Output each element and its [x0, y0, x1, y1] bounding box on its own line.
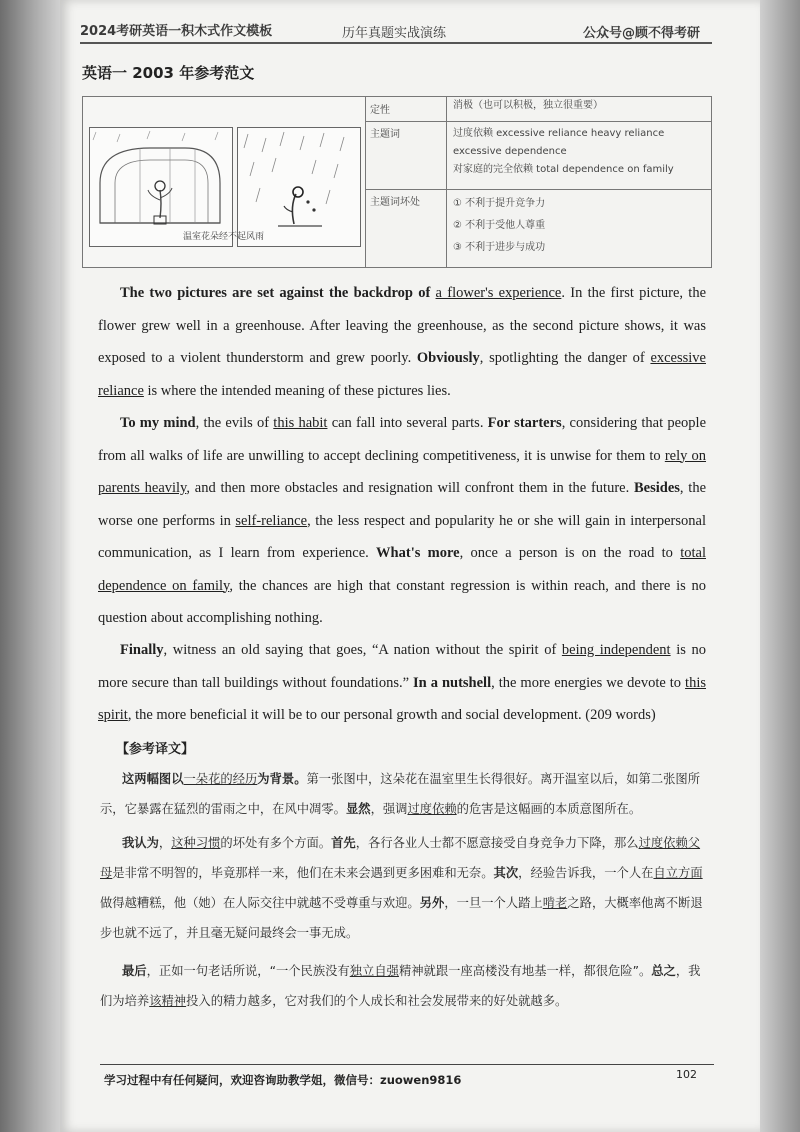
bold-phrase: For starters: [487, 415, 562, 431]
underlined-phrase: 这种习惯: [171, 836, 221, 850]
value-line: 消极（也可以积极，独立很重要）: [453, 100, 603, 111]
bold-phrase: 另外: [419, 896, 445, 910]
underlined-phrase: this spirit: [98, 674, 706, 723]
text-span: 的坏处有多个方面。: [220, 836, 332, 850]
underlined-phrase: 一朵花的经历: [183, 772, 258, 786]
underlined-phrase: 独立自强: [349, 964, 399, 978]
value-line: 过度依赖 excessive reliance heavy reliance excessive dependence: [453, 128, 665, 157]
bold-phrase: To my mind: [120, 415, 196, 431]
bold-phrase: Besides: [633, 480, 680, 496]
text-span: can fall into several parts.: [327, 415, 488, 431]
bold-phrase: 这两幅图以: [122, 772, 184, 786]
translation-paragraph-2: [100, 828, 708, 948]
bold-phrase: The two pictures are set against the backdrop of: [120, 285, 431, 301]
essay-paragraph-3: [98, 634, 706, 732]
text-span: , and then more obstacles and resignation will confront them in the future.: [186, 480, 634, 496]
text-span: , witness an old saying that goes, “A nation without the spirit of: [163, 642, 562, 658]
underlined-phrase: this habit: [273, 415, 328, 431]
text-span: . In the first picture, the flower grew well in a greenhouse. After leaving the greenhouse, as the second picture shows, it was exposed to a violent thunderstorm and grew poorly.: [98, 285, 707, 366]
underlined-phrase: a flower's experience: [435, 285, 562, 301]
bold-phrase: Obviously: [416, 350, 480, 366]
text-span: 精神就跟一座高楼没有地基一样，都很危险”。: [398, 964, 652, 978]
underlined-phrase: rely on parents heavily: [98, 447, 707, 496]
translation-paragraph-3: [100, 956, 708, 1016]
text-span: 之路，大概率他离不断退步也就不远了，并且毫无疑问最终会一事无成。: [100, 896, 703, 940]
bold-phrase: Finally: [120, 642, 164, 658]
header-chapter: 历年真题实战演练: [342, 26, 447, 41]
text-span: ，各行各业人士都不愿意接受自身竞争力下降，那么: [355, 836, 639, 850]
table-row-nature: [366, 97, 711, 122]
text-span: 第一张图中，这朵花在温室里生长得很好。离开温室以后，如第二张图所示，它暴露在猛烈的雷雨之中，在风中凋零。: [100, 772, 701, 816]
text-span: , once a person is on the road to: [459, 545, 681, 561]
bold-phrase: 其次: [493, 866, 519, 880]
underlined-phrase: excessive reliance: [98, 350, 706, 399]
bold-phrase: 最后: [122, 964, 147, 978]
text-span: is where the intended meaning of these pictures lies.: [143, 382, 451, 399]
text-span: , the chances are high that constant regression is within reach, and there is no question about accomplishing nothing.: [98, 577, 707, 626]
text-span: ，我们为培养: [100, 964, 701, 1008]
bold-phrase: 我认为: [122, 836, 159, 850]
underlined-phrase: 自立方面: [653, 866, 703, 880]
text-span: , the more beneficial it will be to our personal growth and social development. (209 words): [127, 707, 656, 723]
footer-rule: [100, 1064, 714, 1065]
underlined-phrase: 过度依赖: [407, 802, 457, 816]
page-number: 102: [676, 1068, 697, 1081]
row-value: [446, 97, 708, 121]
cartoon-illustration: [83, 97, 366, 267]
translation-paragraph-1: [100, 764, 708, 824]
text-span: ，强调: [370, 802, 408, 816]
value-line: ③ 不利于进步与成功: [453, 242, 546, 253]
underlined-phrase: 过度依赖父母: [100, 836, 701, 880]
header-book-title: 2024考研英语一积木式作文模板: [80, 24, 273, 39]
row-value: [446, 189, 708, 267]
translation-title: 【参考译文】: [116, 742, 195, 757]
page-edge: [760, 0, 800, 1132]
table-row-theme-words: [366, 121, 711, 190]
text-span: , the less respect and popularity he or she will gain in interpersonal communication, as I learn from experience.: [98, 512, 706, 561]
text-span: 的危害是这幅画的本质意图所在。: [456, 802, 642, 816]
underlined-phrase: 该精神: [149, 994, 187, 1008]
bold-phrase: 为背景。: [257, 772, 307, 786]
text-span: , the worse one performs in: [98, 480, 707, 529]
header-rule: [80, 42, 712, 44]
bold-phrase: 首先: [331, 836, 356, 850]
essay-paragraph-2: [98, 407, 706, 635]
text-span: , spotlighting the danger of: [479, 350, 651, 366]
illustration-caption: 温室花朵经不起风雨: [183, 232, 265, 242]
underlined-phrase: being independent: [561, 642, 671, 658]
table-row-drawbacks: [366, 189, 711, 267]
footer-contact-note: 学习过程中有任何疑问，欢迎咨询助教学姐，微信号：zuowen9816: [104, 1073, 462, 1087]
text-span: ，: [158, 836, 172, 850]
row-key: 主题词坏处: [370, 197, 420, 208]
text-span: is no more secure than tall buildings without foundations.”: [98, 642, 706, 691]
underlined-phrase: 啃老: [542, 896, 568, 910]
section-title: 英语一 2003 年参考范文: [82, 64, 255, 82]
text-span: , considering that people from all walks of life are unwilling to accept declining competitiveness, it is unwise for them to: [98, 415, 707, 464]
book-binding-shadow: [0, 0, 62, 1132]
value-line: ② 不利于受他人尊重: [453, 220, 546, 231]
text-span: , the more energies we devote to: [491, 674, 686, 691]
bold-phrase: In a nutshell: [413, 674, 492, 691]
value-line: 对家庭的完全依赖 total dependence on family: [453, 164, 674, 175]
text-span: ，正如一句老话所说，“一个民族没有: [146, 964, 350, 978]
topic-analysis-table: [366, 97, 711, 267]
underlined-phrase: self-reliance: [235, 512, 308, 529]
text-span: , the evils of: [195, 415, 274, 431]
bold-phrase: What's more: [376, 545, 460, 561]
underlined-phrase: total dependence on family: [98, 545, 706, 594]
row-value: [446, 121, 708, 189]
bold-phrase: 总之: [651, 964, 676, 978]
text-span: 是非常不明智的，毕竟那样一来，他们在未来会遇到更多困难和无奈。: [112, 866, 494, 880]
row-key: 主题词: [370, 129, 400, 140]
bold-phrase: 显然: [345, 802, 371, 816]
prompt-info-box: [82, 96, 712, 268]
essay-paragraph-1: [98, 277, 706, 407]
text-span: ，一旦一个人踏上: [444, 896, 543, 910]
row-key: 定性: [370, 105, 390, 116]
text-span: 做得越糟糕，他（她）在人际交往中就越不受尊重与欢迎。: [100, 896, 420, 910]
header-wechat-account: 公众号@顾不得考研: [582, 26, 700, 41]
text-span: ，经验告诉我，一个人在: [518, 866, 654, 880]
value-line: ① 不利于提升竞争力: [453, 198, 546, 209]
running-header: [80, 14, 700, 40]
text-span: 投入的精力越多，它对我们的个人成长和社会发展带来的好处就越多。: [186, 994, 568, 1008]
